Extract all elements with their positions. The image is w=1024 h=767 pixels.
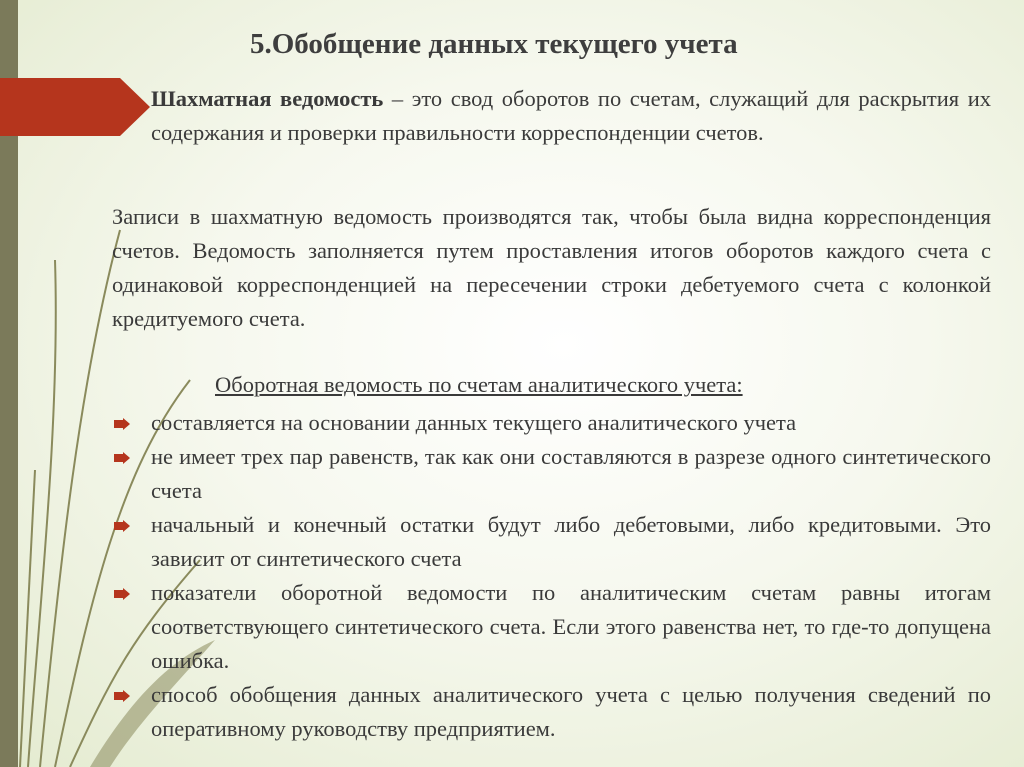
- arrow-bullet-icon: [114, 418, 130, 430]
- bullet-text: показатели оборотной ведомости по аналитическим счетам равны итогам соответствующего синтетического счета. Если этого равенства нет, то где-то допущена ошибка.: [151, 580, 991, 673]
- definition: [151, 82, 991, 150]
- arrow-bullet-icon: [114, 690, 130, 702]
- arrow-bullet-icon: [114, 520, 130, 532]
- bullet-text: не имеет трех пар равенств, так как они составляются в разрезе одного синтетического счета: [151, 444, 991, 503]
- arrow-bullet-icon: [114, 452, 130, 464]
- subheading: Оборотная ведомость по счетам аналитического учета:: [215, 372, 743, 397]
- definition-term: Шахматная ведомость: [151, 86, 384, 111]
- arrow-banner-icon: [0, 78, 150, 136]
- paragraph: Записи в шахматную ведомость производятся так, чтобы была видна корреспонденция счетов. Ведомость заполняется путем проставления итогов оборотов каждого счета с одинаковой корреспонденцией на пересечении строки дебетуемого счета с колонкой кредитуемого счета.: [112, 204, 991, 331]
- bullet-text: способ обобщения данных аналитического учета с целью получения сведений по оперативному руководству предприятием.: [151, 682, 991, 741]
- list-item: [112, 678, 991, 746]
- list-item: [112, 406, 991, 440]
- bullet-text: составляется на основании данных текущего аналитического учета: [151, 410, 797, 435]
- arrow-bullet-icon: [114, 588, 130, 600]
- list-item: [112, 508, 991, 576]
- list-item: [112, 576, 991, 678]
- bullet-list: [112, 406, 991, 746]
- list-item: [112, 440, 991, 508]
- bullet-text: начальный и конечный остатки будут либо дебетовыми, либо кредитовыми. Это зависит от синтетического счета: [151, 512, 991, 571]
- slide-title: 5.Обобщение данных текущего учета: [250, 28, 738, 60]
- definition-text: – это свод оборотов по счетам, служащий для раскрытия их содержания и проверки правильности корреспонденции счетов.: [151, 86, 992, 145]
